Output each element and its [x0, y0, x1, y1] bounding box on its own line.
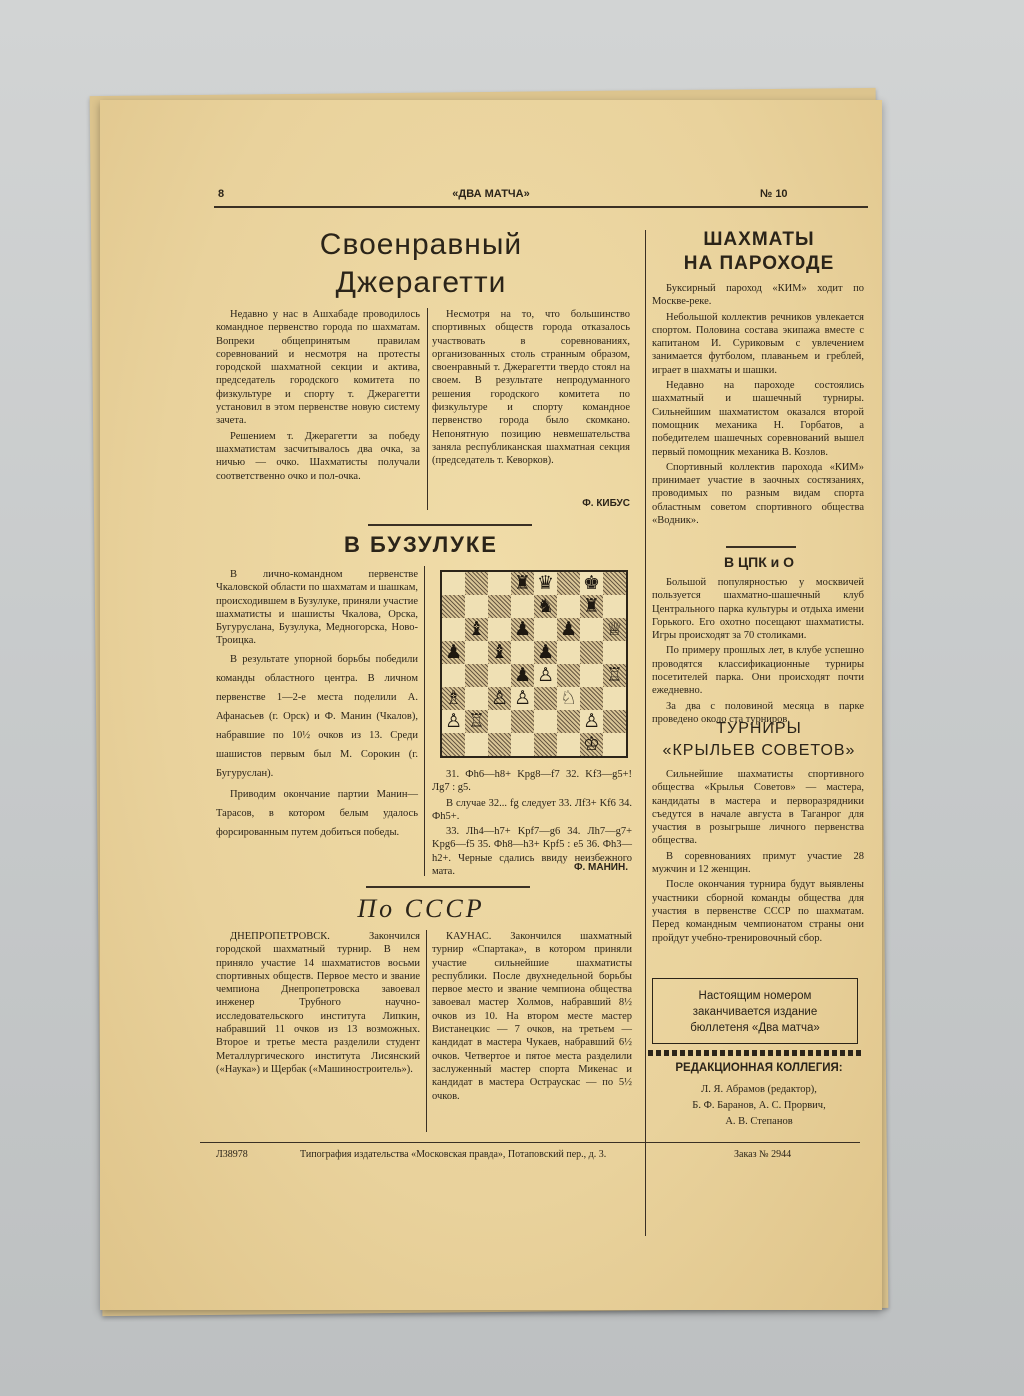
board-square	[465, 733, 488, 756]
board-square	[511, 595, 534, 618]
chess-piece: ♝	[467, 618, 486, 640]
board-square	[465, 595, 488, 618]
chess-piece: ♙	[536, 664, 555, 686]
paragraph: Буксирный пароход «КИМ» ходит по Москве-реке.	[652, 283, 864, 308]
chess-piece: ♖	[467, 710, 486, 732]
board-square	[557, 572, 580, 595]
article1-signature: Ф. КИБУС	[582, 498, 630, 509]
chess-piece: ♙	[582, 710, 601, 732]
chess-piece: ♜	[513, 572, 532, 594]
article6-title-line1: ТУРНИРЫ	[716, 720, 802, 737]
chess-piece: ♙	[444, 710, 463, 732]
article6-title-line2: «КРЫЛЬЕВ СОВЕТОВ»	[662, 742, 856, 759]
board-square	[511, 710, 534, 733]
notice-line1: Настоящим номером	[698, 990, 812, 1002]
chess-piece: ♙	[513, 687, 532, 709]
article4-title-line1: ШАХМАТЫ	[703, 229, 815, 250]
article1-title-line2: Джерагетти	[335, 266, 507, 299]
issue-number: № 10	[760, 188, 788, 200]
chess-piece: ♟	[444, 641, 463, 663]
editorial-title: РЕДАКЦИОННАЯ КОЛЛЕГИЯ:	[675, 1062, 843, 1074]
board-square	[511, 733, 534, 756]
article3-top-rule	[366, 886, 530, 888]
chess-diagram	[440, 570, 628, 758]
right-column-rule	[645, 230, 646, 1236]
paragraph: КАУНАС. Закончился шахматный турнир «Спартака», в котором приняли участие сильнейшие шахматисты республики. После двухнедельной борьбы первое место и звание чемпиона общества завоевал мастер Холмов, набравший 8½ очков из 10. На втором месте мастер Вистанецкис — 7 очков, на третьем — кандидат в мастера Чукаев, набравший 6½ очков. Четвертое и пятое места разделили заслуженный мастер спорта Микенас и кандидат в мастера Остраускас — по 5½ очков.	[432, 931, 632, 1102]
board-square	[557, 664, 580, 687]
notice-line3: бюллетеня «Два матча»	[690, 1022, 820, 1034]
paragraph: В результате упорной борьбы победили команды областного центра. В личном первенстве 1—2-е места поделили А. Афанасьев (г. Орск) и Ф. Манин (Чкалов), набравшие по 10½ очков из 13. Среди шашистов первым был М. Сорокин (г. Бугуруслан).	[216, 653, 418, 779]
footer-rule	[200, 1142, 860, 1143]
article3-title: По СССР	[357, 894, 485, 923]
footer-code: Л38978	[216, 1149, 248, 1160]
article1-col2	[432, 308, 630, 470]
move-line: 33. Лh4—h7+ Kpf7—g6 34. Лh7—g7+ Kpg6—f5 35. Фh8—h3+ Kpf5 : e5 36. Фh3—h2+. Черные сдались ввиду неизбежного мата.	[432, 826, 632, 878]
board-square	[534, 710, 557, 733]
board-square	[534, 618, 557, 641]
footer-order: Заказ № 2944	[734, 1149, 792, 1160]
board-square	[465, 572, 488, 595]
board-square	[603, 687, 626, 710]
decorative-rule	[648, 1050, 862, 1056]
board-square	[580, 618, 603, 641]
chess-piece: ♖	[605, 664, 624, 686]
chess-piece: ♝	[490, 641, 509, 663]
board-square	[534, 687, 557, 710]
newspaper-page	[100, 100, 882, 1310]
chess-piece: ♟	[559, 618, 578, 640]
header-rule	[214, 206, 868, 208]
closing-notice-box	[652, 978, 858, 1044]
article1-title-line1: Своенравный	[319, 228, 523, 261]
board-square	[465, 641, 488, 664]
footer-printer: Типография издательства «Московская правда», Потаповский пер., д. 3.	[300, 1149, 607, 1160]
column-rule	[426, 930, 427, 1132]
article6-title	[652, 718, 866, 762]
paragraph: Небольшой коллектив речников увлекается спортом. Половина состава экипажа вместе с капитаном И. Суриковым с увлечением занимается футболом, плаваньем и греблей, играет в шахматы и шашки.	[652, 311, 864, 376]
board-square	[488, 710, 511, 733]
article5-body	[652, 576, 864, 728]
board-square	[580, 687, 603, 710]
chess-piece: ♚	[582, 572, 601, 594]
board-square	[557, 595, 580, 618]
board-square	[442, 595, 465, 618]
paragraph: Приводим окончание партии Манин—Тарасов, в котором белым удалось форсированным путем добиться победы.	[216, 788, 418, 838]
paragraph: Недавно у нас в Ашхабаде проводилось командное первенство города по шахматам. Вопреки общепринятым правилам соревнований и несмотря на протесты городской шахматной секции и актива, председатель городского комитета по физкультуре и спорту т. Джерагетти установил в этом первенстве новую систему зачета.	[216, 309, 420, 427]
paragraph: Сильнейшие шахматисты спортивного общества «Крылья Советов» — мастера, кандидаты в мастера и перворазрядники съедутся в начале августа в Таганрог для участия в розыгрыше личного первенства общества.	[652, 769, 864, 847]
move-line: 31. Фh6—h8+ Kpg8—f7 32. Kf3—g5+! Лg7 : g5.	[432, 769, 632, 794]
page-number: 8	[218, 188, 225, 200]
article2-title: В БУЗУЛУКЕ	[344, 532, 498, 557]
editorial-line2: Б. Ф. Баранов, А. С. Прорвич,	[692, 1100, 826, 1111]
board-square	[603, 641, 626, 664]
board-square	[580, 664, 603, 687]
chess-piece: ♔	[582, 733, 601, 755]
chess-piece: ♟	[513, 618, 532, 640]
article4-body	[652, 282, 864, 529]
paragraph: Большой популярностью у москвичей пользуется шахматно-шашечный клуб Центрального парка культуры и отдыха имени Горького. Его охотно посещают шахматисты. Игры происходят за 70 столиками.	[652, 577, 864, 642]
chess-piece: ♟	[513, 664, 532, 686]
paragraph: В соревнованиях примут участие 28 мужчин и 12 женщин.	[652, 850, 864, 876]
board-square	[580, 641, 603, 664]
board-square	[603, 595, 626, 618]
article4-title-line2: НА ПАРОХОДЕ	[683, 253, 835, 274]
article3-col2	[432, 930, 632, 1105]
notice-text	[653, 988, 857, 1036]
article5-top-rule	[726, 546, 796, 548]
board-square	[488, 664, 511, 687]
paragraph: Спортивный коллектив парохода «КИМ» принимает участие в заочных состязаниях, проводимых по разным видам спорта областным советом спортивного общества «Водник».	[652, 461, 864, 527]
article3-col1	[216, 930, 420, 1078]
paragraph: Несмотря на то, что большинство спортивных обществ города отказалось участвовать в соревнованиях, организованных столь странным образом, своенравный т. Джерагетти твердо стоял на своем. В результате непродуманного решения городского комитета по физкультуре и спорту командное первенство города было скомкано. Непонятную позицию невмешательства заняла республиканская шахматная секция (председатель т. Кеворков).	[432, 309, 630, 467]
board-square	[488, 733, 511, 756]
board-square	[603, 733, 626, 756]
paragraph: После окончания турнира будут выявлены участники сборной команды общества для участия в первенстве СССР по шахматам. Перед командным чемпионатом страны они пройдут учебно-тренировочный сбор.	[652, 879, 864, 944]
chess-piece: ♘	[559, 687, 578, 709]
board-square	[557, 641, 580, 664]
board-square	[488, 595, 511, 618]
board-square	[442, 733, 465, 756]
notice-line2: заканчивается издание	[692, 1006, 818, 1018]
board-square	[603, 710, 626, 733]
column-rule	[424, 566, 425, 876]
article5-title: В ЦПК и О	[723, 554, 795, 570]
board-square	[465, 664, 488, 687]
paragraph: В лично-командном первенстве Чкаловской области по шахматам и шашкам, происходившем в Бузулуке, приняли участие шахматисты и шашисты Чкалова, Орска, Бугуруслана, Бузулука, Медногорска, Ново-Троицка.	[216, 569, 418, 647]
article2-top-rule	[368, 524, 532, 526]
article2-signature: Ф. МАНИН.	[573, 862, 628, 873]
chess-piece: ♟	[536, 641, 555, 663]
chess-piece: ♙	[490, 687, 509, 709]
chess-piece: ♗	[444, 687, 463, 709]
paragraph: Недавно на пароходе состоялись шахматный и шашечный турниры. Сильнейшим шахматистом оказался второй помощник механика Н. Горбатов, а победителем шашечных соревнований вышел первый помощник механика В. Козлов.	[652, 380, 864, 458]
board-square	[488, 572, 511, 595]
chess-piece: ♕	[605, 618, 624, 640]
editorial-line3: А. В. Степанов	[725, 1116, 793, 1127]
board-square	[442, 572, 465, 595]
article2-col1	[216, 568, 418, 844]
move-line: В случае 32... fg следует 33. Лf3+ Kf6 34. Фh5+.	[432, 797, 632, 822]
article1-col1	[216, 308, 420, 485]
column-rule	[427, 308, 428, 510]
chess-piece: ♛	[536, 572, 555, 594]
paragraph: ДНЕПРОПЕТРОВСК. Закончился городской шахматный турнир. В нем приняло участие 14 шахматистов восьми спортивных обществ. Первое место и звание чемпиона Днепропетровска завоевал инженер Трубного научно-исследовательского института Липкин, набравший 11 очков из 13 возможных. Второе и третье места разделили студент Металлургического института Лисянский («Наука») и Щербак («Машиностроитель»).	[216, 931, 420, 1075]
board-square	[488, 618, 511, 641]
article1-title	[216, 226, 626, 302]
chess-piece: ♜	[582, 595, 601, 617]
paragraph: За два с половиной месяца в парке проведено около ста турниров.	[652, 700, 864, 725]
board-square	[511, 641, 534, 664]
board-square	[603, 572, 626, 595]
board-square	[557, 710, 580, 733]
board-square	[534, 733, 557, 756]
board-square	[465, 687, 488, 710]
article6-body	[652, 768, 864, 947]
board-square	[442, 618, 465, 641]
paragraph: Решением т. Джерагетти за победу шахматистам засчитывалось два очка, за ничью — очко. Шахматисты получали соответственно очко и пол-очка.	[216, 430, 420, 482]
board-square	[557, 733, 580, 756]
editorial-members	[652, 1082, 866, 1130]
article4-title	[652, 228, 866, 276]
paragraph: По примеру прошлых лет, в клубе успешно проводятся классификационные турниры посетителей парка. Они происходят почти ежедневно.	[652, 645, 864, 697]
editorial-line1: Л. Я. Абрамов (редактор),	[701, 1084, 817, 1095]
newspaper-title: «ДВА МАТЧА»	[452, 188, 530, 200]
chess-piece: ♞	[536, 595, 555, 617]
board-square	[442, 664, 465, 687]
